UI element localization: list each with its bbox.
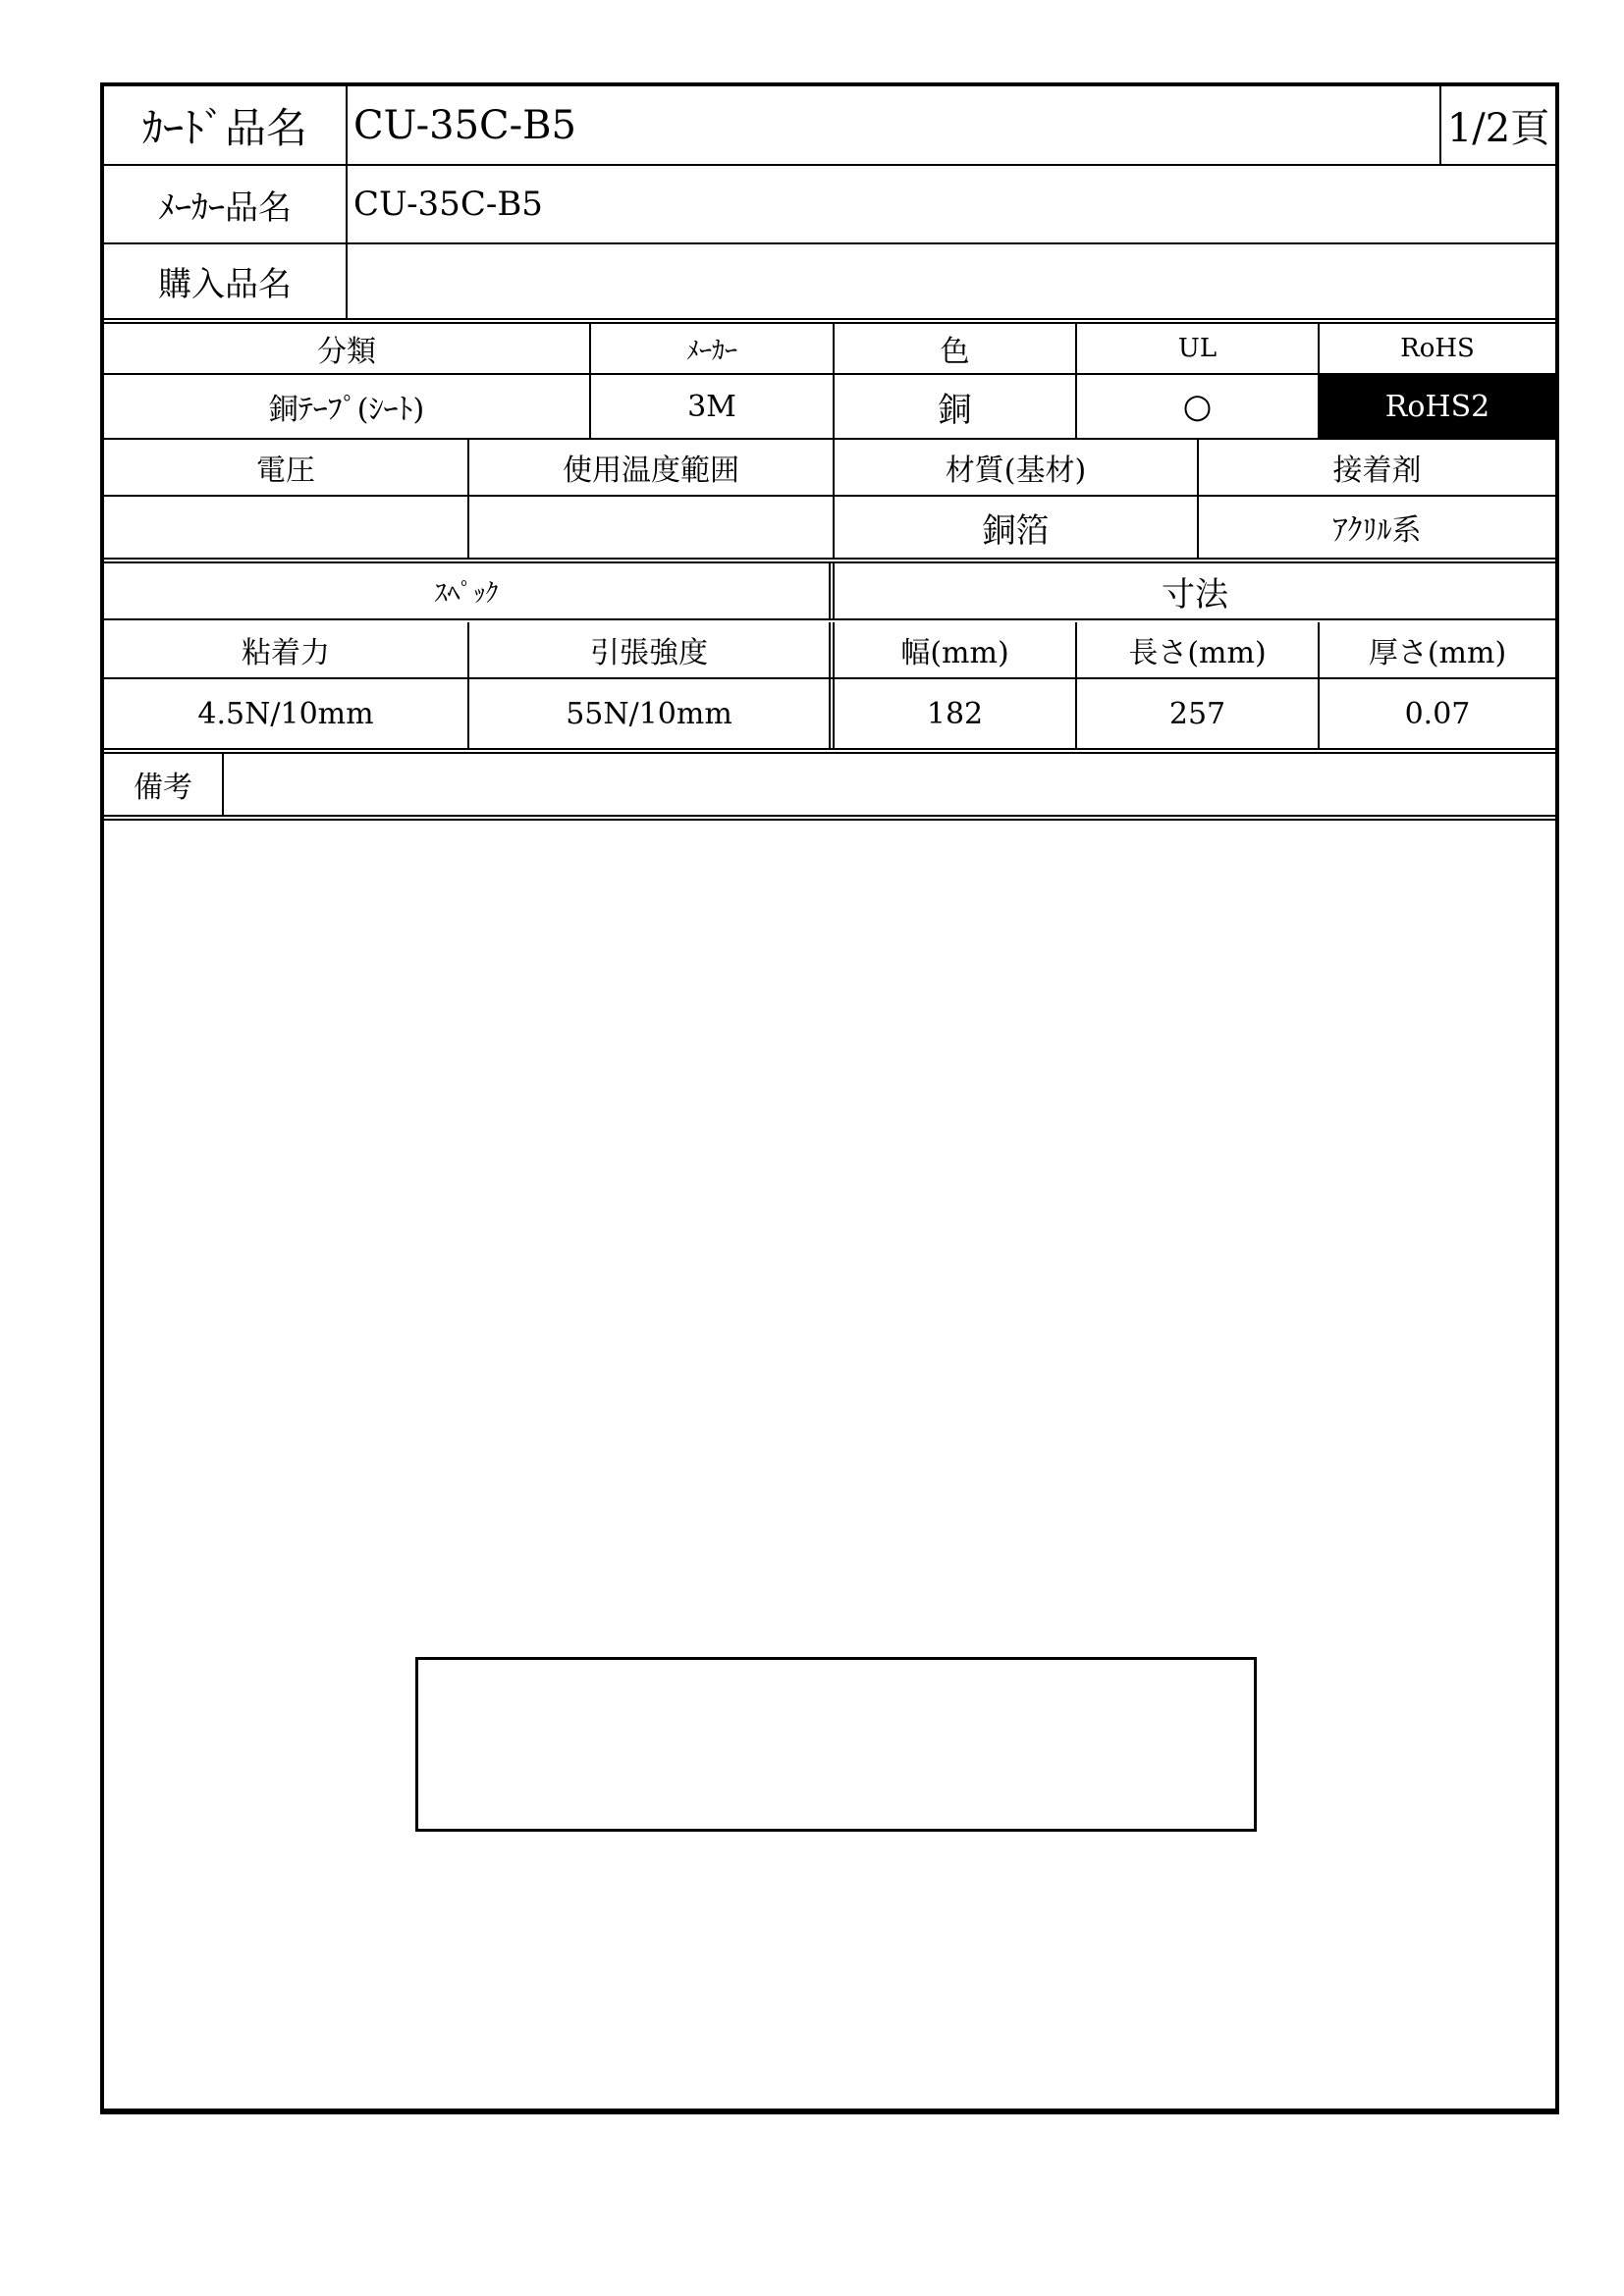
- spec-value-row: [104, 679, 1555, 748]
- rohs-badge: RoHS2: [1320, 375, 1555, 438]
- elec-value-material: 銅箔: [835, 497, 1199, 558]
- dimension-group-label: 寸法: [1162, 574, 1228, 614]
- elec-header-material: 材質(基材): [835, 440, 1199, 495]
- elec-value-voltage: [104, 497, 469, 558]
- class-header-category: 分類: [104, 324, 591, 373]
- class-header-maker: ﾒｰｶｰ: [591, 324, 835, 373]
- classification-header-row: [104, 324, 1555, 373]
- classification-value-row: [104, 375, 1555, 438]
- remarks-row: [104, 754, 1555, 815]
- purchase-name-label: 購入品名: [104, 244, 348, 318]
- card-name-label: ｶｰﾄﾞ品名: [104, 86, 348, 164]
- page-number: 1/2頁: [1446, 106, 1550, 151]
- spec-value-length: 257: [1077, 679, 1320, 748]
- spec-header-width: 幅(mm): [835, 622, 1077, 677]
- spec-group-row: [104, 563, 1555, 618]
- elec-header-adhesive: 接着剤: [1332, 454, 1422, 488]
- image-area: [104, 821, 1555, 2110]
- class-value-color: 銅: [835, 375, 1077, 438]
- blank-frame: [415, 1657, 1257, 1832]
- spec-header-thickness: 厚さ(mm): [1368, 636, 1507, 670]
- elec-header-voltage: 電圧: [104, 440, 469, 495]
- remarks-value: [224, 754, 1555, 815]
- spec-value-width: 182: [835, 679, 1077, 748]
- spec-value-adhesion: 4.5N/10mm: [104, 679, 469, 748]
- maker-name-label: ﾒｰｶｰ品名: [104, 166, 348, 242]
- purchase-name-value: [348, 244, 1555, 318]
- spec-group-label: ｽﾍﾟｯｸ: [104, 563, 835, 618]
- card-name-row: [104, 86, 1555, 164]
- spec-header-length: 長さ(mm): [1077, 622, 1320, 677]
- card-name-value: CU-35C-B5: [348, 86, 1441, 164]
- sheet-bottom-rule: [100, 2109, 1559, 2110]
- maker-name-row: [104, 166, 1555, 242]
- class-value-category: 銅ﾃｰﾌﾟ(ｼｰﾄ): [104, 375, 591, 438]
- maker-name-value: CU-35C-B5: [353, 185, 543, 224]
- elec-value-adhesive: ｱｸﾘﾙ系: [1332, 513, 1422, 548]
- electrical-value-row: [104, 497, 1555, 558]
- spec-header-adhesion: 粘着力: [104, 622, 469, 677]
- class-header-color: 色: [835, 324, 1077, 373]
- remarks-label: 備考: [104, 754, 224, 815]
- class-value-maker: 3M: [591, 375, 835, 438]
- spec-header-tensile: 引張強度: [469, 622, 835, 677]
- class-header-rohs: RoHS: [1400, 334, 1475, 363]
- spec-header-row: [104, 622, 1555, 677]
- spec-value-thickness: 0.07: [1404, 696, 1471, 731]
- class-header-ul: UL: [1077, 324, 1320, 373]
- spec-value-tensile: 55N/10mm: [469, 679, 835, 748]
- elec-header-temperature: 使用温度範囲: [469, 440, 835, 495]
- purchase-name-row: [104, 244, 1555, 318]
- class-value-ul: ○: [1077, 375, 1320, 438]
- elec-value-temperature: [469, 497, 835, 558]
- electrical-header-row: [104, 440, 1555, 495]
